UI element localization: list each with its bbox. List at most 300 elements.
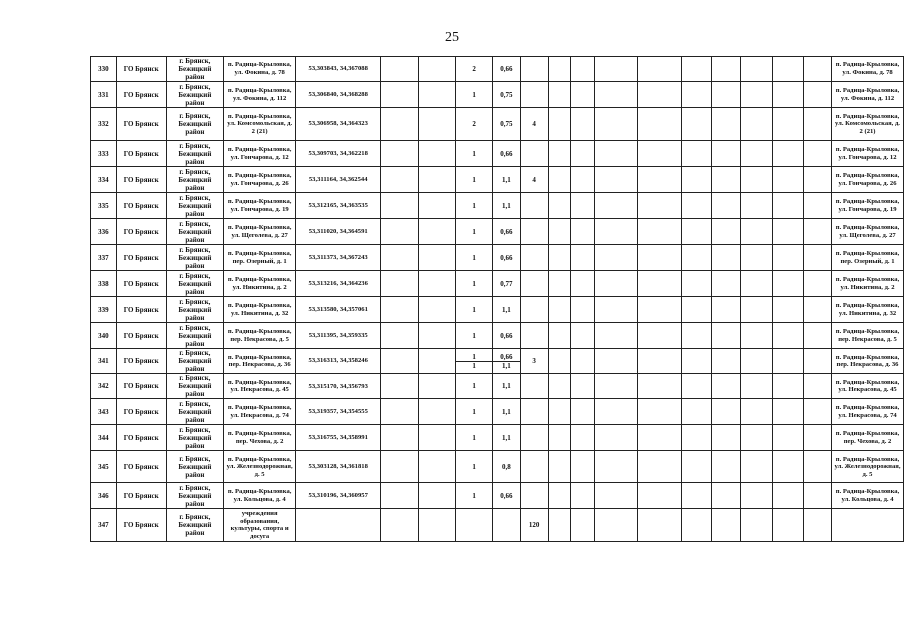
table-row xyxy=(91,399,904,425)
empty-cell xyxy=(418,323,456,349)
table-row xyxy=(91,219,904,245)
empty-cell xyxy=(681,374,711,399)
empty-cell xyxy=(804,219,832,245)
table-row xyxy=(91,483,904,509)
empty-cell xyxy=(548,323,571,349)
empty-cell xyxy=(571,425,595,451)
address-cell: п. Радица-Крыловка, пер. Чехова, д. 2 xyxy=(224,425,296,451)
coords-cell: 53,312165, 34,363535 xyxy=(296,193,381,219)
empty-cell xyxy=(681,451,711,483)
empty-cell xyxy=(804,509,832,542)
table-row xyxy=(91,167,904,193)
go-cell: ГО Брянск xyxy=(116,483,166,509)
region-cell: г. Брянск, Бежицкий район xyxy=(166,245,224,271)
go-cell: ГО Брянск xyxy=(116,245,166,271)
go-cell: ГО Брянск xyxy=(116,141,166,167)
container-volume-cell xyxy=(492,349,520,374)
empty-cell xyxy=(548,399,571,425)
empty-cell xyxy=(711,374,741,399)
extra-count-cell xyxy=(520,245,548,271)
empty-cell xyxy=(772,297,804,323)
empty-cell xyxy=(548,167,571,193)
go-cell: ГО Брянск xyxy=(116,399,166,425)
empty-cell xyxy=(381,219,419,245)
empty-cell xyxy=(638,108,681,141)
empty-cell xyxy=(638,297,681,323)
row-number: 341 xyxy=(91,349,117,374)
empty-cell xyxy=(418,425,456,451)
go-cell: ГО Брянск xyxy=(116,425,166,451)
empty-cell xyxy=(711,297,741,323)
empty-cell xyxy=(638,219,681,245)
container-volume-cell: 1,1 xyxy=(492,374,520,399)
empty-cell xyxy=(741,82,773,108)
extra-count-cell xyxy=(520,271,548,297)
owner-cell: п. Радица-Крыловка, ул. Щеголева, д. 27 xyxy=(832,219,904,245)
empty-cell xyxy=(741,374,773,399)
empty-cell xyxy=(711,323,741,349)
empty-cell xyxy=(804,167,832,193)
go-cell: ГО Брянск xyxy=(116,323,166,349)
empty-cell xyxy=(711,82,741,108)
address-cell: п. Радица-Крыловка, ул. Фокина, д. 112 xyxy=(224,82,296,108)
container-sites-table xyxy=(90,56,904,542)
region-cell: г. Брянск, Бежицкий район xyxy=(166,425,224,451)
extra-count-cell xyxy=(520,399,548,425)
owner-cell: п. Радица-Крыловка, ул. Гончарова, д. 12 xyxy=(832,141,904,167)
go-cell: ГО Брянск xyxy=(116,451,166,483)
container-volume-cell: 0,66 xyxy=(492,141,520,167)
go-cell: ГО Брянск xyxy=(116,82,166,108)
region-cell: г. Брянск, Бежицкий район xyxy=(166,271,224,297)
empty-cell xyxy=(681,245,711,271)
extra-count-cell xyxy=(520,374,548,399)
empty-cell xyxy=(418,349,456,374)
row-number: 344 xyxy=(91,425,117,451)
empty-cell xyxy=(381,323,419,349)
coords-cell: 53,315170, 34,356793 xyxy=(296,374,381,399)
row-number: 332 xyxy=(91,108,117,141)
empty-cell xyxy=(741,323,773,349)
owner-cell xyxy=(832,509,904,542)
owner-cell: п. Радица-Крыловка, пер. Озерный, д. 1 xyxy=(832,245,904,271)
empty-cell xyxy=(638,271,681,297)
empty-cell xyxy=(595,82,638,108)
empty-cell xyxy=(711,141,741,167)
empty-cell xyxy=(548,245,571,271)
container-volume-cell: 0,75 xyxy=(492,108,520,141)
container-volume-value: 0,66 xyxy=(493,353,520,362)
empty-cell xyxy=(571,399,595,425)
empty-cell xyxy=(804,425,832,451)
region-cell: г. Брянск, Бежицкий район xyxy=(166,82,224,108)
empty-cell xyxy=(595,349,638,374)
region-cell: г. Брянск, Бежицкий район xyxy=(166,297,224,323)
empty-cell xyxy=(595,509,638,542)
region-cell: г. Брянск, Бежицкий район xyxy=(166,374,224,399)
address-cell: п. Радица-Крыловка, ул. Гончарова, д. 26 xyxy=(224,167,296,193)
row-number: 336 xyxy=(91,219,117,245)
extra-count-cell xyxy=(520,219,548,245)
owner-cell: п. Радица-Крыловка, пер. Некрасова, д. 36 xyxy=(832,349,904,374)
coords-cell: 53,311373, 34,367243 xyxy=(296,245,381,271)
region-cell: г. Брянск, Бежицкий район xyxy=(166,167,224,193)
container-count-cell: 1 xyxy=(456,82,493,108)
owner-cell: п. Радица-Крыловка, ул. Железнодорожная, д. 5 xyxy=(832,451,904,483)
empty-cell xyxy=(381,193,419,219)
owner-cell: п. Радица-Крыловка, ул. Некрасова, д. 74 xyxy=(832,399,904,425)
container-count-cell: 1 xyxy=(456,483,493,509)
container-count-cell: 2 xyxy=(456,57,493,82)
empty-cell xyxy=(741,349,773,374)
address-cell: п. Радица-Крыловка, ул. Кольцова, д. 4 xyxy=(224,483,296,509)
row-number: 347 xyxy=(91,509,117,542)
go-cell: ГО Брянск xyxy=(116,108,166,141)
container-volume-cell: 1,1 xyxy=(492,425,520,451)
address-cell: п. Радица-Крыловка, ул. Гончарова, д. 12 xyxy=(224,141,296,167)
empty-cell xyxy=(741,219,773,245)
empty-cell xyxy=(571,323,595,349)
empty-cell xyxy=(772,349,804,374)
region-cell: г. Брянск, Бежицкий район xyxy=(166,193,224,219)
empty-cell xyxy=(681,141,711,167)
empty-cell xyxy=(804,108,832,141)
address-cell: п. Радица-Крыловка, ул. Щеголева, д. 27 xyxy=(224,219,296,245)
empty-cell xyxy=(381,271,419,297)
empty-cell xyxy=(571,245,595,271)
row-number: 342 xyxy=(91,374,117,399)
container-count-cell: 1 xyxy=(456,271,493,297)
go-cell: ГО Брянск xyxy=(116,297,166,323)
empty-cell xyxy=(804,451,832,483)
empty-cell xyxy=(571,219,595,245)
extra-count-cell xyxy=(520,82,548,108)
empty-cell xyxy=(681,82,711,108)
empty-cell xyxy=(571,57,595,82)
empty-cell xyxy=(681,425,711,451)
empty-cell xyxy=(381,141,419,167)
empty-cell xyxy=(381,425,419,451)
go-cell: ГО Брянск xyxy=(116,57,166,82)
empty-cell xyxy=(418,141,456,167)
owner-cell: п. Радица-Крыловка, пер. Чехова, д. 2 xyxy=(832,425,904,451)
empty-cell xyxy=(548,271,571,297)
empty-cell xyxy=(571,108,595,141)
empty-cell xyxy=(595,108,638,141)
row-number: 340 xyxy=(91,323,117,349)
owner-cell: п. Радица-Крыловка, ул. Комсомольская, д. 2 (21) xyxy=(832,108,904,141)
table-row xyxy=(91,297,904,323)
coords-cell: 53,303128, 34,361818 xyxy=(296,451,381,483)
empty-cell xyxy=(418,399,456,425)
coords-cell: 53,316755, 34,358991 xyxy=(296,425,381,451)
empty-cell xyxy=(711,193,741,219)
table-row xyxy=(91,374,904,399)
empty-cell xyxy=(772,323,804,349)
empty-cell xyxy=(741,297,773,323)
empty-cell xyxy=(804,297,832,323)
empty-cell xyxy=(772,271,804,297)
empty-cell xyxy=(741,108,773,141)
owner-cell: п. Радица-Крыловка, ул. Фокина, д. 112 xyxy=(832,82,904,108)
extra-count-cell xyxy=(520,193,548,219)
row-number: 330 xyxy=(91,57,117,82)
empty-cell xyxy=(381,349,419,374)
coords-cell xyxy=(296,509,381,542)
empty-cell xyxy=(418,271,456,297)
address-cell: п. Радица-Крыловка, ул. Некрасова, д. 74 xyxy=(224,399,296,425)
empty-cell xyxy=(595,167,638,193)
empty-cell xyxy=(418,193,456,219)
extra-count-cell xyxy=(520,141,548,167)
empty-cell xyxy=(548,219,571,245)
go-cell: ГО Брянск xyxy=(116,219,166,245)
table-row xyxy=(91,323,904,349)
table-row xyxy=(91,451,904,483)
owner-cell: п. Радица-Крыловка, ул. Гончарова, д. 26 xyxy=(832,167,904,193)
table-row xyxy=(91,141,904,167)
address-cell: п. Радица-Крыловка, ул. Гончарова, д. 19 xyxy=(224,193,296,219)
empty-cell xyxy=(381,57,419,82)
table-row xyxy=(91,57,904,82)
empty-cell xyxy=(772,451,804,483)
region-cell: г. Брянск, Бежицкий район xyxy=(166,451,224,483)
container-volume-cell: 0,66 xyxy=(492,483,520,509)
empty-cell xyxy=(381,374,419,399)
region-cell: г. Брянск, Бежицкий район xyxy=(166,108,224,141)
empty-cell xyxy=(418,297,456,323)
empty-cell xyxy=(418,167,456,193)
coords-cell: 53,319357, 34,354555 xyxy=(296,399,381,425)
owner-cell: п. Радица-Крыловка, ул. Никитина, д. 2 xyxy=(832,271,904,297)
empty-cell xyxy=(638,451,681,483)
empty-cell xyxy=(741,57,773,82)
region-cell: г. Брянск, Бежицкий район xyxy=(166,141,224,167)
empty-cell xyxy=(571,167,595,193)
empty-cell xyxy=(638,82,681,108)
container-count-cell: 2 xyxy=(456,108,493,141)
empty-cell xyxy=(595,399,638,425)
table-row xyxy=(91,509,904,542)
region-cell: г. Брянск, Бежицкий район xyxy=(166,57,224,82)
empty-cell xyxy=(638,483,681,509)
row-number: 343 xyxy=(91,399,117,425)
owner-cell: п. Радица-Крыловка, ул. Гончарова, д. 19 xyxy=(832,193,904,219)
owner-cell: п. Радица-Крыловка, ул. Некрасова, д. 45 xyxy=(832,374,904,399)
extra-count-cell xyxy=(520,323,548,349)
empty-cell xyxy=(571,193,595,219)
region-cell: г. Брянск, Бежицкий район xyxy=(166,483,224,509)
empty-cell xyxy=(418,108,456,141)
empty-cell xyxy=(772,167,804,193)
empty-cell xyxy=(638,425,681,451)
address-cell: п. Радица-Крыловка, ул. Фокина, д. 78 xyxy=(224,57,296,82)
empty-cell xyxy=(804,57,832,82)
empty-cell xyxy=(595,219,638,245)
empty-cell xyxy=(741,509,773,542)
empty-cell xyxy=(418,57,456,82)
empty-cell xyxy=(381,451,419,483)
coords-cell: 53,309703, 34,362218 xyxy=(296,141,381,167)
region-cell: г. Брянск, Бежицкий район xyxy=(166,323,224,349)
empty-cell xyxy=(772,483,804,509)
container-count-cell: 1 xyxy=(456,245,493,271)
region-cell: г. Брянск, Бежицкий район xyxy=(166,219,224,245)
container-count-cell: 1 xyxy=(456,374,493,399)
empty-cell xyxy=(772,193,804,219)
empty-cell xyxy=(681,323,711,349)
container-volume-cell: 0,8 xyxy=(492,451,520,483)
owner-cell: п. Радица-Крыловка, пер. Некрасова, д. 5 xyxy=(832,323,904,349)
empty-cell xyxy=(418,483,456,509)
empty-cell xyxy=(804,82,832,108)
empty-cell xyxy=(595,245,638,271)
container-volume-cell: 0,66 xyxy=(492,245,520,271)
container-count-value: 1 xyxy=(456,353,492,362)
empty-cell xyxy=(772,425,804,451)
row-number: 338 xyxy=(91,271,117,297)
go-cell: ГО Брянск xyxy=(116,271,166,297)
empty-cell xyxy=(548,141,571,167)
coords-cell: 53,311164, 34,362544 xyxy=(296,167,381,193)
extra-count-cell xyxy=(520,57,548,82)
empty-cell xyxy=(711,509,741,542)
row-number: 339 xyxy=(91,297,117,323)
container-count-cell: 1 xyxy=(456,193,493,219)
container-volume-cell: 0,77 xyxy=(492,271,520,297)
empty-cell xyxy=(571,82,595,108)
extra-count-cell: 3 xyxy=(520,349,548,374)
container-count-cell xyxy=(456,509,493,542)
extra-count-cell xyxy=(520,297,548,323)
empty-cell xyxy=(595,193,638,219)
empty-cell xyxy=(711,451,741,483)
go-cell: ГО Брянск xyxy=(116,349,166,374)
empty-cell xyxy=(548,57,571,82)
coords-cell: 53,310196, 34,360957 xyxy=(296,483,381,509)
empty-cell xyxy=(638,349,681,374)
empty-cell xyxy=(804,483,832,509)
table-row xyxy=(91,108,904,141)
extra-count-cell xyxy=(520,425,548,451)
container-volume-cell: 0,66 xyxy=(492,219,520,245)
container-count-cell: 1 xyxy=(456,219,493,245)
empty-cell xyxy=(711,399,741,425)
empty-cell xyxy=(772,374,804,399)
empty-cell xyxy=(548,509,571,542)
empty-cell xyxy=(804,323,832,349)
empty-cell xyxy=(772,399,804,425)
address-cell: п. Радица-Крыловка, ул. Никитина, д. 32 xyxy=(224,297,296,323)
empty-cell xyxy=(548,349,571,374)
container-count-cell: 1 xyxy=(456,323,493,349)
container-volume-value: 1,1 xyxy=(501,361,511,370)
empty-cell xyxy=(381,483,419,509)
empty-cell xyxy=(681,167,711,193)
empty-cell xyxy=(548,108,571,141)
address-cell: п. Радица-Крыловка, ул. Никитина, д. 2 xyxy=(224,271,296,297)
empty-cell xyxy=(571,271,595,297)
coords-cell: 53,306958, 34,364323 xyxy=(296,108,381,141)
row-number: 345 xyxy=(91,451,117,483)
coords-cell: 53,313216, 34,364236 xyxy=(296,271,381,297)
empty-cell xyxy=(638,57,681,82)
empty-cell xyxy=(804,271,832,297)
container-count-cell: 1 xyxy=(456,425,493,451)
container-volume-cell xyxy=(492,509,520,542)
empty-cell xyxy=(548,451,571,483)
extra-count-cell: 4 xyxy=(520,108,548,141)
empty-cell xyxy=(595,323,638,349)
container-volume-cell: 1,1 xyxy=(492,399,520,425)
row-number: 346 xyxy=(91,483,117,509)
owner-cell: п. Радица-Крыловка, ул. Кольцова, д. 4 xyxy=(832,483,904,509)
empty-cell xyxy=(571,483,595,509)
empty-cell xyxy=(772,57,804,82)
empty-cell xyxy=(681,108,711,141)
empty-cell xyxy=(804,193,832,219)
container-count-cell: 1 xyxy=(456,399,493,425)
container-volume-cell: 0,75 xyxy=(492,82,520,108)
empty-cell xyxy=(595,483,638,509)
table-row xyxy=(91,245,904,271)
empty-cell xyxy=(418,451,456,483)
table-row xyxy=(91,349,904,374)
address-cell: п. Радица-Крыловка, ул. Некрасова, д. 45 xyxy=(224,374,296,399)
empty-cell xyxy=(711,167,741,193)
row-number: 333 xyxy=(91,141,117,167)
empty-cell xyxy=(804,245,832,271)
empty-cell xyxy=(741,245,773,271)
empty-cell xyxy=(595,374,638,399)
region-cell: г. Брянск, Бежицкий район xyxy=(166,349,224,374)
extra-count-cell: 4 xyxy=(520,167,548,193)
empty-cell xyxy=(548,193,571,219)
empty-cell xyxy=(804,399,832,425)
coords-cell: 53,311395, 34,359335 xyxy=(296,323,381,349)
coords-cell: 53,303843, 34,367088 xyxy=(296,57,381,82)
empty-cell xyxy=(418,82,456,108)
empty-cell xyxy=(681,193,711,219)
empty-cell xyxy=(381,245,419,271)
empty-cell xyxy=(638,193,681,219)
container-count-cell: 1 xyxy=(456,297,493,323)
container-volume-cell: 0,66 xyxy=(492,323,520,349)
empty-cell xyxy=(638,167,681,193)
empty-cell xyxy=(595,297,638,323)
empty-cell xyxy=(638,323,681,349)
coords-cell: 53,316313, 34,358246 xyxy=(296,349,381,374)
empty-cell xyxy=(711,219,741,245)
coords-cell: 53,313580, 34,357061 xyxy=(296,297,381,323)
container-volume-cell: 1,1 xyxy=(492,193,520,219)
empty-cell xyxy=(571,451,595,483)
empty-cell xyxy=(418,245,456,271)
empty-cell xyxy=(741,193,773,219)
empty-cell xyxy=(418,374,456,399)
empty-cell xyxy=(418,219,456,245)
coords-cell: 53,306840, 34,368288 xyxy=(296,82,381,108)
empty-cell xyxy=(772,141,804,167)
empty-cell xyxy=(804,374,832,399)
empty-cell xyxy=(772,219,804,245)
table-row xyxy=(91,193,904,219)
empty-cell xyxy=(681,271,711,297)
row-number: 337 xyxy=(91,245,117,271)
empty-cell xyxy=(638,245,681,271)
empty-cell xyxy=(681,297,711,323)
address-cell: п. Радица-Крыловка, пер. Озерный, д. 1 xyxy=(224,245,296,271)
